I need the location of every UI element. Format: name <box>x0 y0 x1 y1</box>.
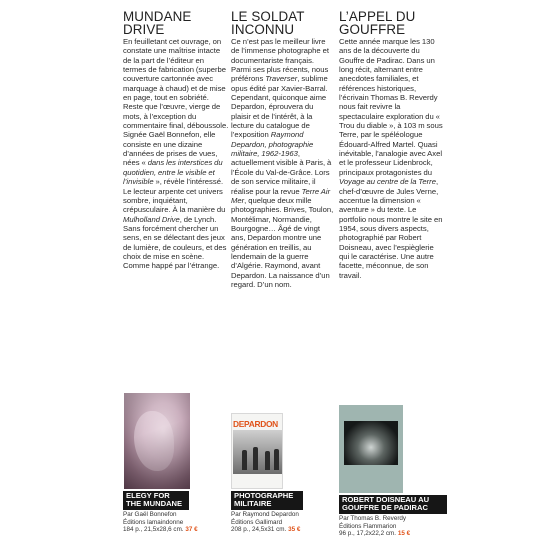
book-publisher: Éditions lamaindonne <box>123 518 184 526</box>
book-cover-image <box>339 405 403 493</box>
book-specs: 184 p., 21,5x28,6 cm. 37 € <box>123 526 198 534</box>
article-title: L’APPEL DU GOUFFRE <box>339 9 416 37</box>
book-price: 37 € <box>185 526 198 534</box>
book-title: ELEGY FOR THE MUNDANE <box>123 491 189 510</box>
book-title: PHOTOGRAPHE MILITAIRE <box>231 491 303 510</box>
book-caption <box>339 495 447 538</box>
article-le-soldat-inconnu <box>231 10 335 289</box>
book-caption <box>231 491 337 534</box>
book-author: Par Thomas B. Reverdy <box>339 515 407 523</box>
article-body: Ce n’est pas le meilleur livre de l’immense photographe et documentariste français. Parmi ses plus récents, nous préférons Traverser, sublime opus édité par Xavier-Barral. Cependant, quiconque aime Depardon, éprouvera du plaisir et de l’intérêt, à la lecture du catalogue de l’exposition Raymond Depardon, photographie militaire, 1962-1963, actuellement visible à Paris, à l’École du Val-de-Grâce. Lors de son service militaire, il réalise pour la revue Terre Air Mer, quelque deux mille photographies. Brives, Toulon, Montélimar, Normandie, Bourgogne… Âgé de vingt ans, Depardon montre une génération en treillis, au lendemain de la guerre d’Algérie. Raymond, avant Depardon. La naissance d’un regard. D’un nom. <box>231 37 334 289</box>
book-robert-doisneau-padirac <box>339 405 447 538</box>
cover-brand-text: DEPARDON <box>233 419 278 429</box>
book-title: ROBERT DOISNEAU AU GOUFFRE DE PADIRAC <box>339 495 447 514</box>
book-caption <box>123 491 229 534</box>
book-specs: 96 p., 17,2x22,2 cm. 15 € <box>339 530 411 538</box>
book-publisher: Éditions Flammarion <box>339 522 397 530</box>
book-price: 35 € <box>288 526 301 534</box>
book-cover-image <box>231 413 283 489</box>
book-publisher: Éditions Gallimard <box>231 518 283 526</box>
book-specs: 208 p., 24,5x31 cm. 35 € <box>231 526 301 534</box>
article-mundane-drive <box>123 10 229 271</box>
book-author: Par Raymond Depardon <box>231 511 299 519</box>
article-body: Cette année marque les 130 ans de la découverte du Gouffre de Padirac. Dans un long récit, alternant entre anecdotes familiales, et références historiques, l’écrivain Thomas B. Reverdy nous fait revivre la spectaculaire exploration du « Trou du diable », à 103 m sous Terre, par le spéléologue Édouard-Alfred Martel. Quasi inévitable, l’analogie avec Axel et le professeur Lidenbrock, principaux protagonistes du Voyage au centre de la Terre, chef-d’œuvre de Jules Verne, accentue la dimension « aventure » du texte. Le portfolio nous montre le site en 1954, sous divers aspects, photographié par Robert Doisneau, avec l’espièglerie qui le caractérise. Une autre facette, méconnue, de son travail. <box>339 37 443 280</box>
book-photographe-militaire <box>231 413 337 534</box>
article-title: LE SOLDAT INCONNU <box>231 9 305 37</box>
book-elegy-for-the-mundane <box>123 393 229 534</box>
book-price: 15 € <box>397 530 411 538</box>
book-author: Par Gaël Bonnefon <box>123 511 177 519</box>
book-cover-image <box>124 393 190 489</box>
article-body: En feuilletant cet ouvrage, on constate une maîtrise intacte de la part de l’éditeur en termes de fabrication (superbe couverture cartonnée avec marquage à chaud) et de mise en page, tout en sobriété. Reste que l’œuvre, vierge de mots, à l’exception du commentaire final, déboussole. Signée Gaël Bonnefon, elle consiste en une dizaine d’années de prises de vues, nées « dans les interstices du quotidien, entre le visible et l’invisible », révèle l’intéressé. Le lecteur arpente cet univers sombre, inquiétant, crépusculaire. À la manière du Mulholland Drive, de Lynch. Sans forcément chercher un sens, en se délectant des jeux de lumière, de couleurs, et des choix de mise en scène. Comme happé par l’étrange. <box>123 37 229 271</box>
article-title: MUNDANE DRIVE <box>123 9 192 37</box>
article-l-appel-du-gouffre <box>339 10 445 280</box>
